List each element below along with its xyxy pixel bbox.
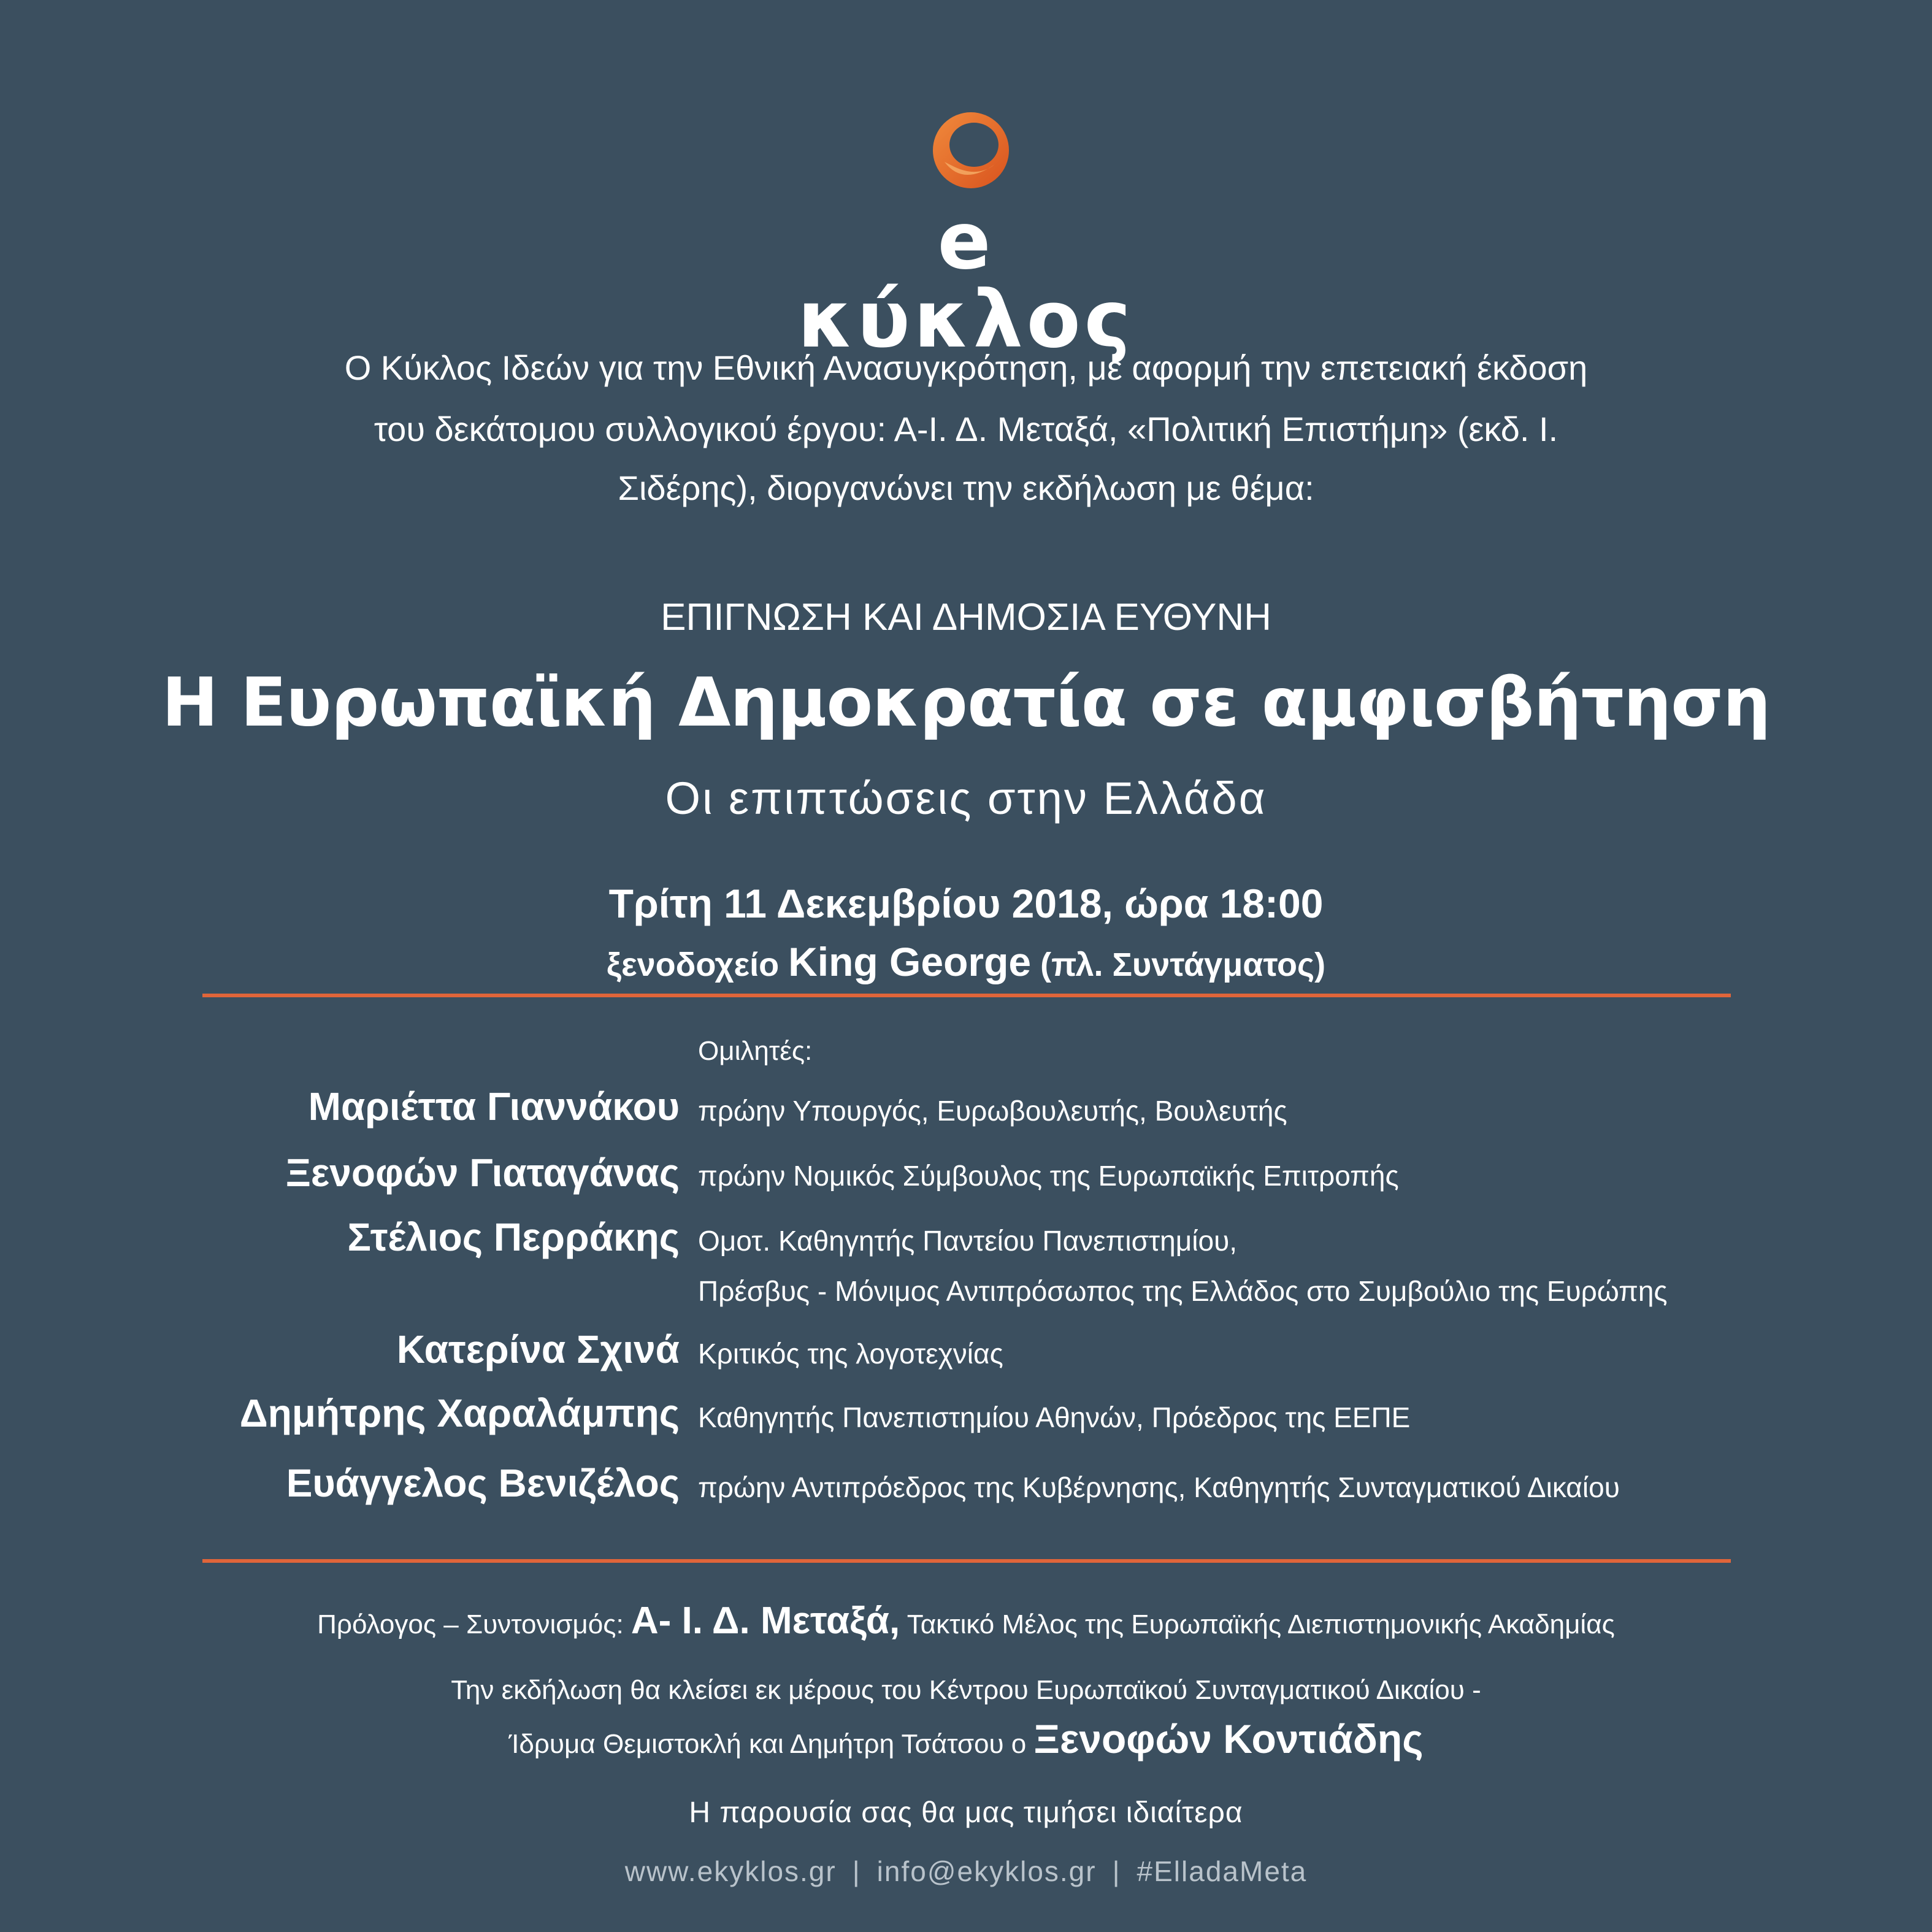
speaker-role: πρώην Νομικός Σύμβουλος της Ευρωπαϊκής Επιτροπής (698, 1160, 1399, 1192)
intro-line-1: Ο Κύκλος Ιδεών για την Εθνική Ανασυγκρότηση, με αφορμή την επετειακή έκδοση (344, 348, 1588, 387)
closing-prefix: Ίδρυμα Θεμιστοκλή και Δημήτρη Τσάτσου ο (508, 1729, 1027, 1759)
event-venue (0, 941, 1932, 982)
closing-line-2 (0, 1716, 1932, 1761)
speaker-name: Μαριέττα Γιαννάκου (308, 1084, 680, 1129)
venue-prefix: ξενοδοχείο (606, 946, 780, 983)
speakers-label: Ομιλητές: (698, 1036, 813, 1066)
speaker-name: Στέλιος Περράκης (347, 1215, 680, 1259)
speaker-role: πρώην Υπουργός, Ευρωβουλευτής, Βουλευτής (698, 1095, 1287, 1127)
event-subtitle: Οι επιπτώσεις στην Ελλάδα (665, 773, 1267, 824)
event-title: Η Ευρωπαϊκή Δημοκρατία σε αμφισβήτηση (161, 663, 1771, 742)
brand-name: e κύκλος (797, 196, 1135, 366)
moderator-title: Τακτικό Μέλος της Ευρωπαϊκής Διεπιστημονικής Ακαδημίας (907, 1609, 1615, 1639)
moderator-line (0, 1602, 1932, 1640)
footer-separator: | (1112, 1855, 1121, 1887)
speaker-role-line-2: Πρέσβυς - Μόνιμος Αντιπρόσωπος της Ελλάδος στο Συμβούλιο της Ευρώπης (698, 1275, 1668, 1307)
event-kicker: ΕΠΙΓΝΩΣΗ ΚΑΙ ΔΗΜΟΣΙΑ ΕΥΘΥΝΗ (661, 596, 1271, 638)
event-datetime: Τρίτη 11 Δεκεμβρίου 2018, ώρα 18:00 (608, 881, 1324, 926)
moderator-label: Πρόλογος – Συντονισμός: (317, 1609, 624, 1639)
venue-name: King George (788, 939, 1032, 984)
speaker-role: Καθηγητής Πανεπιστημίου Αθηνών, Πρόεδρος της ΕΕΠΕ (698, 1401, 1411, 1433)
footer-separator: | (852, 1855, 861, 1887)
footer-email-link[interactable]: info@ekyklos.gr (876, 1855, 1097, 1887)
orange-ring-icon (926, 105, 1016, 195)
speaker-name: Δημήτρης Χαραλάμπης (239, 1391, 680, 1435)
moderator-name: Α- Ι. Δ. Μεταξά, (631, 1600, 900, 1642)
speaker-role: Ομοτ. Καθηγητής Παντείου Πανεπιστημίου, (698, 1225, 1238, 1257)
intro-line-3: Σιδέρης), διοργανώνει την εκδήλωση με θέμα: (618, 469, 1314, 507)
speaker-role: πρώην Αντιπρόεδρος της Κυβέρνησης, Καθηγητής Συνταγματικού Δικαίου (698, 1471, 1620, 1503)
footer-website-link[interactable]: www.ekyklos.gr (624, 1855, 837, 1887)
thanks-line: Η παρουσία σας θα μας τιμήσει ιδιαίτερα (689, 1796, 1243, 1829)
speaker-name: Ευάγγελος Βενιζέλος (286, 1461, 680, 1505)
speaker-name: Ξενοφών Γιαταγάνας (285, 1151, 680, 1195)
venue-suffix: (πλ. Συντάγματος) (1040, 946, 1326, 983)
speaker-name: Κατερίνα Σχινά (396, 1327, 680, 1371)
divider-top (202, 994, 1731, 997)
closing-line-1: Την εκδήλωση θα κλείσει εκ μέρους του Κέντρου Ευρωπαϊκού Συνταγματικού Δικαίου - (451, 1675, 1481, 1705)
speaker-role: Κριτικός της λογοτεχνίας (698, 1338, 1003, 1370)
footer (0, 1857, 1932, 1885)
intro-line-2: του δεκάτομου συλλογικού έργου: Α-Ι. Δ. Μεταξά, «Πολιτική Επιστήμη» (εκδ. Ι. (374, 410, 1558, 448)
footer-hashtag-link[interactable]: #ElladaMeta (1137, 1855, 1308, 1887)
divider-bottom (202, 1559, 1731, 1563)
closer-name: Ξενοφών Κοντιάδης (1033, 1716, 1424, 1761)
